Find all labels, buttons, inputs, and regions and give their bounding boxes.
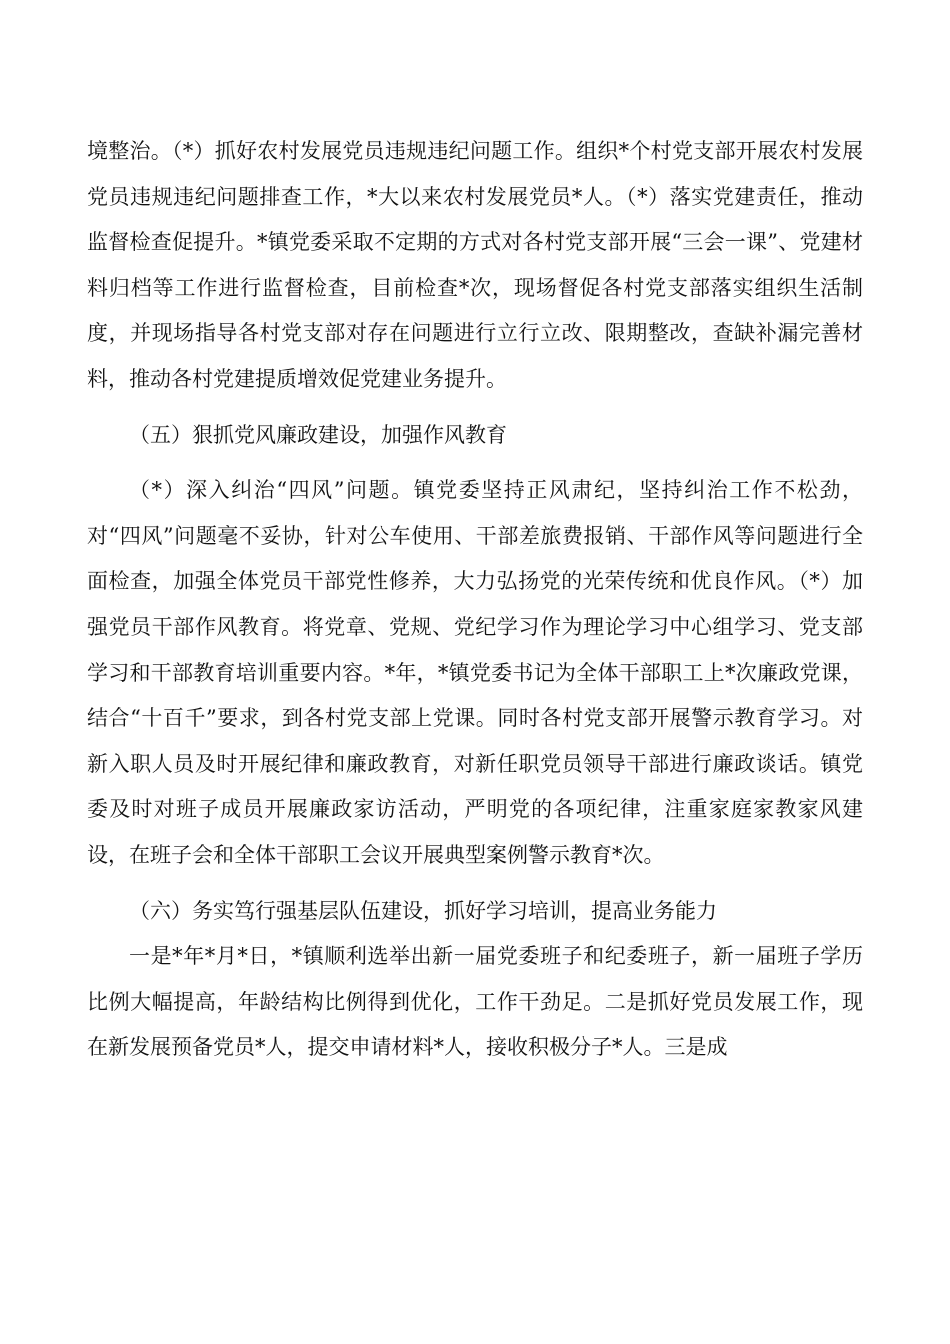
document-page [87, 129, 863, 1071]
body-paragraph: （*）深入纠治“四风”问题。镇党委坚持正风肃纪，坚持纠治工作不松劲，对“四风”问题毫不妥协，针对公车使用、干部差旅费报销、干部作风等问题进行全面检查，加强全体党员干部党性修养，大力弘扬党的光荣传统和优良作风。（*）加强党员干部作风教育。将党章、党规、党纪学习作为理论学习中心组学习、党支部学习和干部教育培训重要内容。*年，*镇党委书记为全体干部职工上*次廉政党课，结合“十百千”要求，到各村党支部上党课。同时各村党支部开展警示教育学习。对新入职人员及时开展纪律和廉政教育，对新任职党员领导干部进行廉政谈话。镇党委及时对班子成员开展廉政家访活动，严明党的各项纪律，注重家庭家教家风建设，在班子会和全体干部职工会议开展典型案例警示教育*次。 [87, 478, 863, 867]
paragraph-gap [87, 458, 863, 468]
paragraph-gap [87, 879, 863, 889]
body-paragraph: 一是*年*月*日，*镇顺利选举出新一届党委班子和纪委班子，新一届班子学历比例大幅提高，年龄结构比例得到优化，工作干劲足。二是抓好党员发展工作，现在新发展预备党员*人，提交申请材料*人，接收积极分子*人。三是成 [87, 944, 863, 1060]
paragraph-gap [87, 403, 863, 413]
section-heading: （六）务实笃行强基层队伍建设，抓好学习培训，提高业务能力 [129, 898, 717, 923]
body-paragraph: 境整治。（*）抓好农村发展党员违规违纪问题工作。组织*个村党支部开展农村发展党员违规违纪问题排查工作，*大以来农村发展党员*人。（*）落实党建责任，推动监督检查促提升。*镇党委采取不定期的方式对各村党支部开展“三会一课”、党建材料归档等工作进行监督检查，目前检查*次，现场督促各村党支部落实组织生活制度，并现场指导各村党支部对存在问题进行立行立改、限期整改，查缺补漏完善材料，推动各村党建提质增效促党建业务提升。 [87, 139, 863, 391]
section-heading: （五）狠抓党风廉政建设，加强作风教育 [129, 422, 507, 447]
